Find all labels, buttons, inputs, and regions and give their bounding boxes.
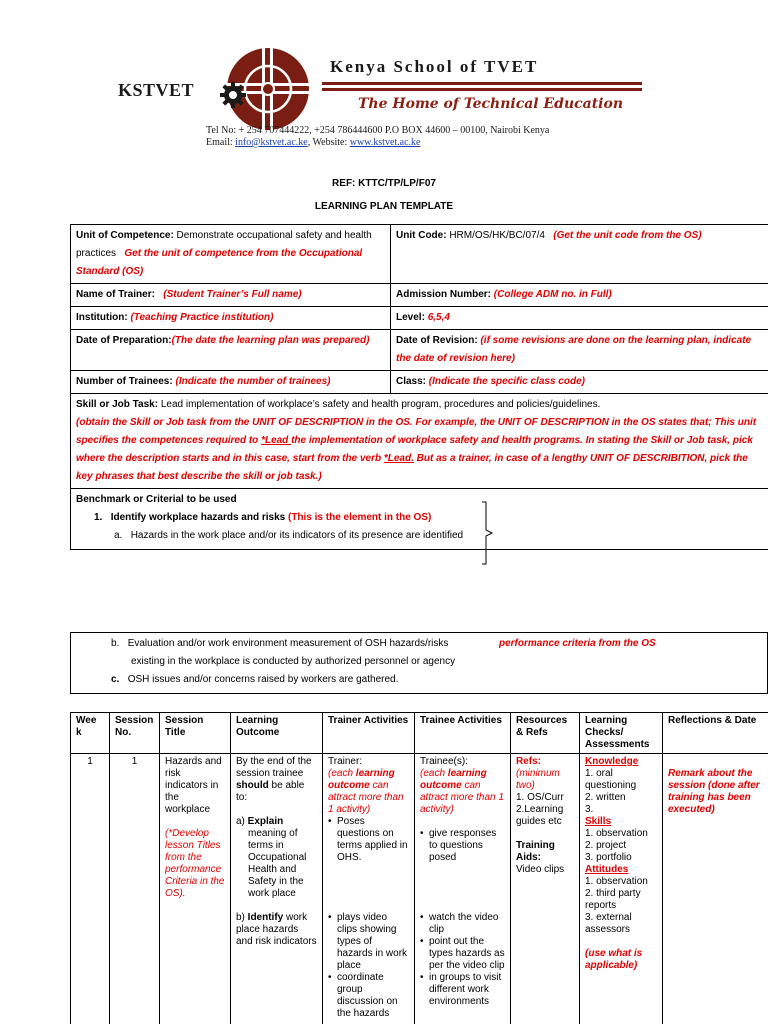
pc-letter: b. — [111, 638, 120, 649]
trainer-activities-label: Trainer: — [328, 756, 363, 767]
prep-label: Date of Preparation: — [76, 335, 172, 346]
column-header: Session Title — [160, 713, 231, 754]
column-header: Learning Outcome — [231, 713, 323, 754]
revision-note: (if some revisions are done on the learning plan, indicate the date of revision here) — [396, 335, 752, 364]
assessment-item: 2. written — [585, 792, 626, 803]
header-rule — [322, 88, 642, 91]
outcome-b — [236, 912, 317, 948]
outcome-verb: Identify — [247, 912, 284, 923]
outcome-prefix: a) — [236, 816, 248, 827]
lesson-plan-table — [70, 712, 768, 1024]
admission-note: (College ADM no. in Full) — [493, 289, 612, 300]
assessment-item: 1. observation — [585, 828, 648, 839]
uoc-note: Get the unit of competence from the Occupational Standard (OS) — [76, 248, 363, 277]
skill-note-part: (obtain the Skill or Job task from the UNIT OF DESCRIPTION in the OS. For example, the UNIT OF DESCRIPTION in the OS states that; This unit specifies the competences required to — [76, 417, 757, 446]
skill-line — [76, 396, 763, 414]
website-link[interactable]: www.kstvet.ac.ke — [349, 137, 421, 148]
website-label: , Website: — [307, 137, 350, 148]
session-number-cell: 1 — [110, 754, 160, 1024]
contact-email-web — [206, 137, 549, 149]
school-tagline: The Home of Technical Education — [358, 96, 624, 112]
assessment-item: 2. project — [585, 840, 627, 851]
assessment-item: 3. — [585, 804, 594, 815]
pc-letter: c. — [111, 674, 120, 685]
assessment-item: 1. observation — [585, 876, 648, 887]
unit-code-cell — [391, 225, 768, 284]
trainer-note: (Student Trainer’s Full name) — [163, 289, 302, 300]
number-of-trainees-cell — [71, 371, 391, 394]
outcome-b-text: work place hazards and risk indicators — [236, 912, 317, 947]
date-of-preparation-cell — [71, 330, 391, 371]
column-header: Reflections & Date — [663, 713, 768, 754]
element-note: (This is the element in the OS) — [287, 512, 432, 523]
assessment-item: 3. portfolio — [585, 852, 632, 863]
column-header: Wee k — [71, 713, 110, 754]
revision-label: Date of Revision: — [396, 335, 478, 346]
skill-value: Lead implementation of workplace’s safety and health program, procedures and policies/guidelines. — [158, 399, 601, 410]
skill-or-job-task-cell — [71, 394, 768, 489]
element-line — [76, 509, 763, 527]
knowledge-label: Knowledge — [585, 756, 639, 767]
performance-criterion-b — [75, 635, 763, 653]
contact-phone-address: Tel No: + 254 707444222, +254 786444600 P.O BOX 44600 – 00100, Nairobi Kenya — [206, 125, 550, 136]
header-rule — [322, 82, 642, 85]
benchmark-label: Benchmark or Criterial to be used — [76, 494, 237, 505]
session-title: Hazards and risk indicators in the workplace — [165, 756, 222, 815]
letterhead — [112, 40, 652, 152]
skills-label: Skills — [585, 816, 612, 827]
uoc-label: Unit of Competence: — [76, 230, 174, 241]
assessment-item: 2. third party reports — [585, 888, 641, 911]
column-header: Trainee Activities — [415, 713, 511, 754]
ref-item: 2.Learning guides etc — [516, 804, 564, 827]
list-item: • in groups to visit different work environments — [420, 972, 505, 1008]
trainees-label: Number of Trainees: — [76, 376, 173, 387]
benchmark-cell — [71, 489, 768, 550]
institution-label: Institution: — [76, 312, 128, 323]
trainee-activities-cell — [415, 754, 511, 1024]
level-cell — [391, 307, 768, 330]
curly-bracket-icon — [480, 500, 496, 566]
learning-outcome-cell — [231, 754, 323, 1024]
column-header: Session No. — [110, 713, 160, 754]
skill-note-part: But as a trainer, in case of a lengthy UNIT OF DESCRIBITION, pick the key phrases that best describe the skill or job task.) — [76, 453, 748, 482]
element-title: Identify workplace hazards and risks — [110, 512, 286, 523]
institution-note: (Teaching Practice institution) — [130, 312, 274, 323]
outcome-verb: Explain — [247, 816, 284, 827]
performance-criterion-c — [75, 671, 763, 689]
performance-criterion-a — [76, 527, 763, 545]
trainer-label: Name of Trainer: — [76, 289, 155, 300]
skill-note-part: the implementation of workplace safety and health programs. In stating the Skill or Job task, pick where the description starts and in this case, start from the verb — [76, 435, 753, 464]
trainer-name-cell — [71, 284, 391, 307]
column-header: Learning Checks/ Assessments — [580, 713, 663, 754]
gear-icon — [220, 82, 246, 108]
class-note: (Indicate the specific class code) — [428, 376, 585, 387]
list-item: • Poses questions on terms applied in OHS. — [328, 816, 409, 864]
assessments-cell — [580, 754, 663, 1024]
assessment-item: 1. oral questioning — [585, 768, 637, 791]
assessment-note: (use what is applicable) — [585, 948, 643, 971]
week-cell: 1 — [71, 754, 110, 1024]
ref-item: 1. OS/Curr — [516, 792, 564, 803]
skill-label: Skill or Job Task: — [76, 399, 159, 410]
admission-number-cell — [391, 284, 768, 307]
note-text: (each — [328, 768, 356, 779]
pc-b-continued: existing in the workplace is conducted by authorized personnel or agency — [131, 656, 456, 667]
unit-code-label: Unit Code: — [396, 230, 447, 241]
unit-code-note: (Get the unit code from the OS) — [553, 230, 702, 241]
institution-cell — [71, 307, 391, 330]
class-cell — [391, 371, 768, 394]
note-text: can attract more than 1 activity) — [420, 780, 504, 815]
contact-block — [206, 125, 549, 149]
refs-label: Refs: — [516, 756, 542, 767]
trainer-activity-list — [328, 816, 409, 1020]
pc-text: Evaluation and/or work environment measurement of OSH hazards/risks — [127, 638, 449, 649]
page-title: LEARNING PLAN TEMPLATE — [314, 201, 454, 212]
skill-note-verb: *Lead. — [383, 453, 414, 464]
school-name: Kenya School of TVET — [330, 57, 539, 76]
element-number: 1. — [94, 512, 103, 523]
outcome-a — [236, 816, 317, 828]
logo-abbreviation: KSTVET — [118, 80, 195, 100]
trainees-note: (Indicate the number of trainees) — [175, 376, 331, 387]
training-aids-value: Video clips — [516, 864, 565, 875]
skill-guidance — [76, 414, 763, 486]
outcome-prefix: b) — [236, 912, 248, 923]
trainee-activity-list — [420, 828, 505, 1008]
unit-code-value: HRM/OS/HK/BC/07/4 — [446, 230, 545, 241]
skill-note-verb: *Lead — [261, 435, 292, 446]
performance-criteria-continuation — [70, 632, 768, 694]
list-item: • give responses to questions posed — [420, 828, 505, 864]
assessment-item: 3. external assessors — [585, 912, 632, 935]
pc-text: Hazards in the work place and/or its indicators of its presence are identified — [130, 530, 464, 541]
pc-text: OSH issues and/or concerns raised by workers are gathered. — [127, 674, 399, 685]
note-emph: learning outcome — [420, 768, 487, 791]
trainer-activities-cell — [323, 754, 415, 1024]
session-title-note: (*Develop lesson Titles from the performance Criteria in the OS). — [165, 828, 225, 899]
note-text: can attract more than 1 activity) — [328, 780, 404, 815]
session-title-cell — [160, 754, 231, 1024]
pc-note: performance criteria from the OS — [499, 638, 656, 649]
reflections-cell — [663, 754, 768, 1024]
resources-cell — [511, 754, 580, 1024]
column-header: Resources & Refs — [511, 713, 580, 754]
outcome-a-text: meaning of terms in Occupational Health and Safety in the work place — [248, 828, 307, 899]
email-label: Email: — [206, 137, 236, 148]
reflection-note: Remark about the session (done after training has been executed) — [668, 768, 760, 815]
training-aids-label: Training Aids: — [516, 840, 555, 863]
outcome-intro-text: be able to: — [236, 780, 305, 803]
attitudes-label: Attitudes — [585, 864, 629, 875]
trainee-activities-note — [420, 768, 505, 816]
list-item: • coordinate group discussion on the hazards — [328, 972, 409, 1020]
uoc-value: Demonstrate occupational safety and health practices — [76, 230, 372, 259]
refs-note: (minimum two) — [516, 768, 560, 791]
trainee-activities-label: Trainee(s): — [420, 756, 468, 767]
date-of-revision-cell — [391, 330, 768, 371]
outcome-intro — [236, 756, 317, 804]
prep-note: (The date the learning plan was prepared) — [171, 335, 370, 346]
trainer-activities-note — [328, 768, 409, 816]
document-ref: REF: KTTC/TP/LP/F07 — [332, 178, 436, 189]
table-header-row — [71, 713, 768, 754]
column-header: Trainer Activities — [323, 713, 415, 754]
table-row — [71, 754, 768, 1024]
list-item: • point out the types hazards as per the video clip — [420, 936, 505, 972]
pc-letter: a. — [114, 530, 123, 541]
level-note: 6,5,4 — [427, 312, 450, 323]
level-label: Level: — [396, 312, 425, 323]
admission-label: Admission Number: — [396, 289, 492, 300]
learning-plan-info-table — [70, 224, 768, 550]
continuation-cell — [71, 633, 768, 694]
outcome-intro-emph: should — [236, 780, 269, 791]
unit-of-competence-cell — [71, 225, 391, 284]
note-text: (each — [420, 768, 448, 779]
list-item: • plays video clips showing types of hazards in work place — [328, 912, 409, 972]
outcome-intro-text: By the end of the session trainee — [236, 756, 312, 779]
note-emph: learning outcome — [328, 768, 395, 791]
class-label: Class: — [396, 376, 427, 387]
email-link[interactable]: info@kstvet.ac.ke — [235, 137, 308, 148]
list-item: • watch the video clip — [420, 912, 505, 936]
